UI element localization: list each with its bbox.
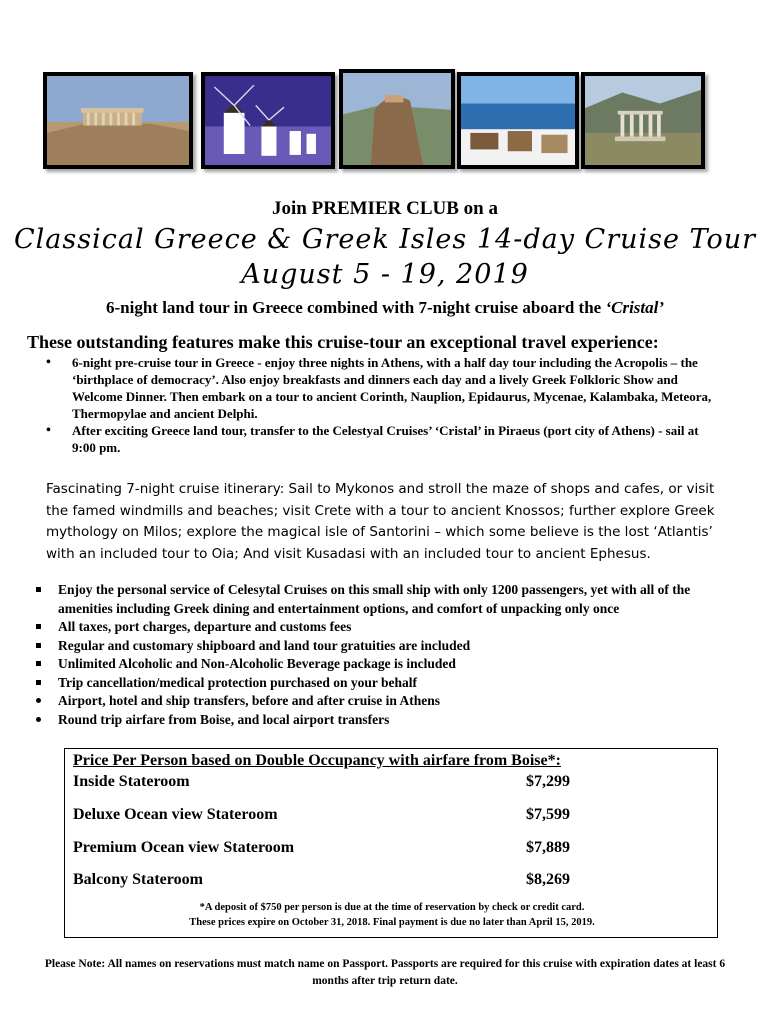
features-list bbox=[44, 354, 724, 456]
list-item: All taxes, port charges, departure and customs fees bbox=[30, 618, 730, 637]
photo-delphi bbox=[581, 72, 705, 169]
photo-santorini bbox=[457, 72, 579, 169]
photo-acropolis bbox=[43, 72, 193, 169]
list-item: Airport, hotel and ship transfers, before and after cruise in Athens bbox=[30, 692, 730, 711]
list-item: Round trip airfare from Boise, and local airport transfers bbox=[30, 711, 730, 730]
room-price: $7,599 bbox=[526, 806, 570, 823]
inclusions-list bbox=[30, 581, 730, 729]
price-box bbox=[64, 748, 718, 938]
room-price: $7,889 bbox=[526, 839, 570, 856]
tour-dates: August 5 - 19, 2019 bbox=[241, 259, 529, 290]
room-type: Inside Stateroom bbox=[73, 773, 190, 790]
room-price: $7,299 bbox=[526, 773, 570, 790]
list-item: Regular and customary shipboard and land tour gratuities are included bbox=[30, 637, 730, 656]
room-type: Premium Ocean view Stateroom bbox=[73, 839, 295, 856]
deposit-note: *A deposit of $750 per person is due at the time of reservation by check or credit card. bbox=[199, 902, 585, 913]
join-line: Join PREMIER CLUB on a bbox=[272, 198, 498, 219]
tour-subtitle bbox=[0, 298, 770, 318]
price-heading: Price Per Person based on Double Occupancy with airfare from Boise*: bbox=[73, 752, 561, 769]
passport-note: Please Note: All names on reservations must match name on Passport. Passports are required for this cruise with expiration dates at least 6 months after trip return date. bbox=[44, 958, 726, 987]
room-price: $8,269 bbox=[526, 871, 570, 888]
ship-name: ‘Cristal’ bbox=[605, 298, 665, 317]
list-item: • After exciting Greece land tour, transfer to the Celestyal Cruises’ ‘Cristal’ in Piraeus (port city of Athens) - sail at 9:00 pm. bbox=[44, 422, 724, 456]
list-item: Trip cancellation/medical protection purchased on your behalf bbox=[30, 674, 730, 693]
list-item: • 6-night pre-cruise tour in Greece - enjoy three nights in Athens, with a half day tour including the Acropolis – the ‘birthplace of democracy’. Also enjoy breakfasts and dinners each day and a lively Greek Folkloric Show and Welcome Dinner. Then embark on a tour to ancient Corinth, Nauplion, Epidaurus, Mycenae, Kalambaka, Meteora, Thermopylae and ancient Delphi. bbox=[44, 354, 724, 422]
tour-title: Classical Greece & Greek Isles 14-day Cruise Tour bbox=[13, 224, 757, 255]
features-heading: These outstanding features make this cruise-tour an exceptional travel experience: bbox=[27, 332, 659, 352]
subtitle-main: 6-night land tour in Greece combined with 7-night cruise aboard the bbox=[105, 298, 606, 317]
room-type: Deluxe Ocean view Stateroom bbox=[73, 806, 278, 823]
room-type: Balcony Stateroom bbox=[73, 871, 203, 888]
list-item: Enjoy the personal service of Celesytal Cruises on this small ship with only 1200 passengers, yet with all of the amenities including Greek dining and entertainment options, and comfort of unpacking only once bbox=[30, 581, 730, 618]
expiry-note: These prices expire on October 31, 2018. Final payment is due no later than April 15, 2019. bbox=[189, 917, 595, 928]
photo-meteora bbox=[339, 69, 455, 169]
itinerary-paragraph: Fascinating 7-night cruise itinerary: Sail to Mykonos and stroll the maze of shops and cafes, or visit the famed windmills and beaches; visit Crete with a tour to ancient Knossos; further explore Greek mythology on Milos; explore the magical isle of Santorini – which some believe is the lost ‘Atlantis’ with an included tour to Oia; And visit Kusadasi with an included tour to ancient Ephesus. bbox=[46, 481, 715, 562]
photo-strip bbox=[0, 69, 770, 169]
list-item: Unlimited Alcoholic and Non-Alcoholic Beverage package is included bbox=[30, 655, 730, 674]
photo-windmills bbox=[201, 72, 335, 169]
